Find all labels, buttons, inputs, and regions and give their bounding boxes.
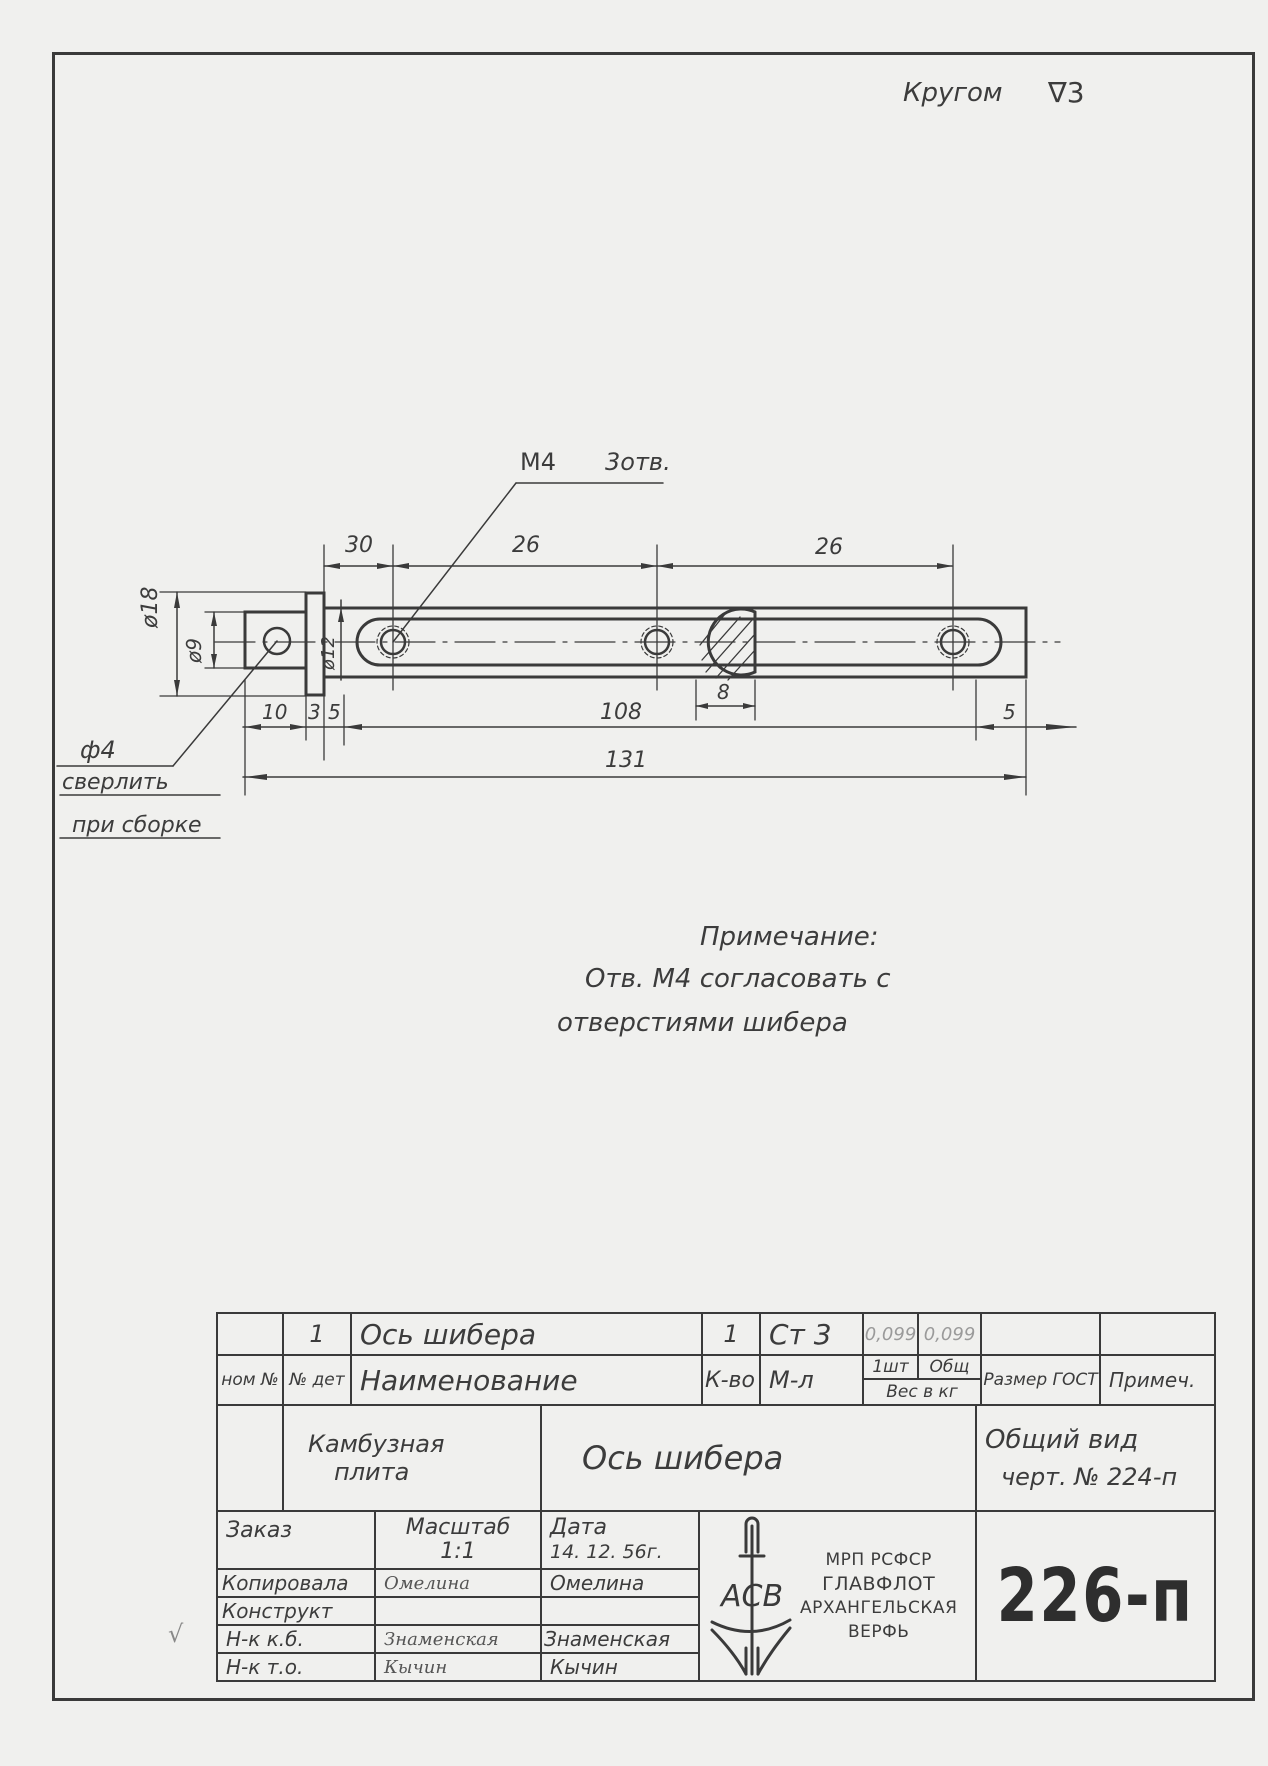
header-remark: Примеч. [1099,1354,1216,1406]
note-line-1: Отв. М4 согласовать с [585,964,891,994]
spec-det-no: 1 [282,1312,352,1356]
organization-block [698,1510,977,1682]
order-label: Заказ [216,1510,376,1570]
note-line-2: отверстиями шибера [557,1008,848,1038]
assembly-name [282,1404,542,1512]
dim-8: 8 [717,680,730,704]
drill-diameter-callout: ф4 [80,736,116,764]
dim-26-b: 26 [815,535,843,560]
spec-name: Ось шибера [350,1312,703,1356]
general-view [975,1404,1216,1512]
spec-qty: 1 [701,1312,761,1356]
header-qty: К-во [701,1354,761,1406]
role-head-design-bureau: Н-к к.б. [216,1624,376,1654]
header-size-gost: Размер ГОСТ [980,1354,1101,1406]
spec-nom-no [216,1312,284,1356]
shipyard-anchor-logo-icon [706,1512,792,1680]
dim-3: 3 [308,700,321,724]
signature-head-tech-dept: Кычин [374,1652,542,1682]
dim-10: 10 [262,700,288,724]
general-view-line-1: Общий вид [985,1425,1139,1455]
header-weight-each: 1шт [862,1354,919,1380]
dim-d12: ø12 [318,636,339,670]
dim-d18: ø18 [138,586,163,628]
name-copied: Омелина [540,1568,700,1598]
thread-count-callout: 3отв. [605,448,671,476]
assembly-line-1: Камбузная [308,1430,445,1458]
general-view-line-2: черт. № 224-п [1001,1463,1178,1491]
date-label: Дата [550,1515,607,1540]
blank-cell [216,1404,284,1512]
signature-head-design-bureau: Знаменская [374,1624,542,1654]
header-name: Наименование [350,1354,703,1406]
drawing-number: 226-п [996,1553,1195,1639]
spec-weight-each: 0,099 [862,1312,919,1356]
org-line-1: МРП РСФСР [825,1550,932,1570]
surface-finish-symbol: ∇3 [1048,76,1085,109]
role-head-tech-dept: Н-к т.о. [216,1652,376,1682]
drawing-number-cell [975,1510,1216,1682]
thread-callout: М4 [520,448,556,476]
spec-remark [1099,1312,1216,1356]
drill-note-1: сверлить [62,770,169,795]
surface-finish-label: Кругом [903,78,1003,108]
dim-d9: ø9 [182,638,206,663]
org-line-3: АРХАНГЕЛЬСКАЯ [800,1598,958,1618]
header-material: М-л [759,1354,864,1406]
dim-30: 30 [345,533,373,558]
name-head-tech-dept: Кычин [540,1652,700,1682]
header-det-no: № дет [282,1354,352,1406]
header-weight-unit: Вес в кг [862,1378,982,1406]
scale-label: Масштаб [405,1515,511,1540]
org-line-4: ВЕРФЬ [847,1622,910,1642]
dim-26-a: 26 [512,533,540,558]
dim-5-left: 5 [328,700,341,724]
date-cell [540,1510,700,1570]
spec-weight-total: 0,099 [917,1312,982,1356]
role-copied: Копировала [216,1568,376,1598]
note-title: Примечание: [700,922,879,952]
header-weight-total: Общ [917,1354,982,1380]
organization-name [800,1548,957,1644]
spec-material: Ст 3 [759,1312,864,1356]
dim-5-right: 5 [1003,700,1016,724]
svg-text:АСВ: АСВ [720,1579,784,1614]
dim-131: 131 [605,748,647,773]
assembly-line-2: плита [334,1458,410,1486]
margin-check-mark: √ [168,1620,184,1648]
dim-108: 108 [600,700,642,725]
spec-size-gost [980,1312,1101,1356]
org-line-2: ГЛАВФЛОТ [822,1573,936,1595]
role-designer: Конструкт [216,1596,376,1626]
signature-designer [374,1596,542,1626]
scale-value: 1:1 [440,1539,476,1564]
name-designer [540,1596,700,1626]
header-nom-no: ном № [216,1354,284,1406]
scale-cell [374,1510,542,1570]
part-title: Ось шибера [540,1404,977,1512]
date-value: 14. 12. 56г. [550,1541,663,1563]
drill-note-2: при сборке [72,813,202,838]
signature-copied: Омелина [374,1568,542,1598]
name-head-design-bureau: Знаменская [540,1624,700,1654]
